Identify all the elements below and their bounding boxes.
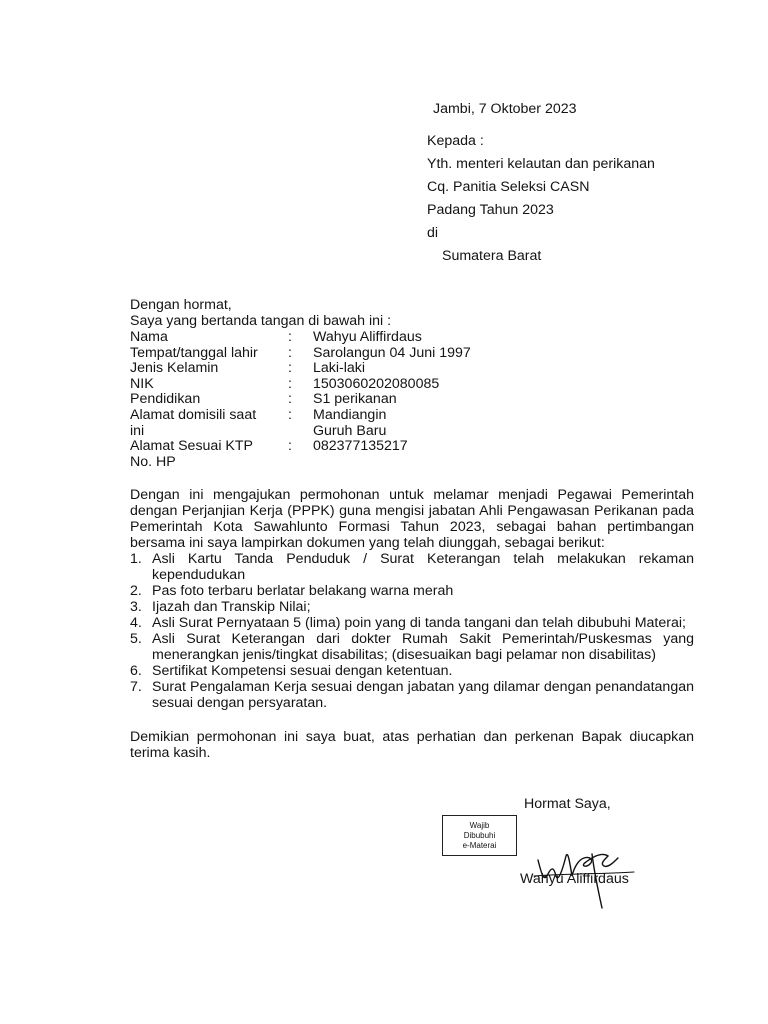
materai-line: e-Materai (462, 841, 497, 850)
identity-row (130, 454, 694, 470)
field-value: Wahyu Aliffirdaus (313, 329, 422, 345)
list-text: Asli Surat Keterangan dari dokter Rumah Sakit Pemerintah/Puskesmas yang menerangkan jenis/tingkat disabilitas; (disesuaikan bagi pelamar non disabilitas) (152, 631, 694, 664)
list-text: Surat Pengalaman Kerja sesuai dengan jabatan yang dilamar dengan penandatangan sesuai dengan persyaratan. (152, 679, 694, 712)
list-item (130, 615, 694, 631)
main-paragraph: Dengan ini mengajukan permohonan untuk melamar menjadi Pegawai Pemerintah dengan Perjanjian Kerja (PPPK) guna mengisi jabatan Ahli Pengawasan Perikanan pada Pemerintah Kota Sawahlunto Formasi Tahun 2023, sebagai bahan pertimbangan bersama ini saya lampirkan dokumen yang telah diunggah, sebagai berikut: (130, 487, 694, 552)
identity-row (130, 376, 694, 392)
field-label: ini (130, 422, 145, 439)
identity-row (130, 438, 694, 454)
greeting: Dengan hormat, (130, 297, 232, 313)
recipient-line: Yth. menteri kelautan dan perikanan (427, 156, 655, 172)
materai-line: Dibubuhi (463, 831, 496, 840)
identity-row (130, 423, 694, 439)
list-item (130, 599, 694, 615)
identity-row (130, 407, 694, 423)
list-item (130, 551, 694, 583)
field-colon (288, 423, 313, 439)
identity-row (130, 329, 694, 345)
list-text: Asli Surat Pernyataan 5 (lima) poin yang di tanda tangani dan telah dibubuhi Materai; (152, 615, 686, 632)
field-value: 1503060202080085 (313, 375, 440, 392)
field-label: Pendidikan (130, 391, 201, 407)
recipient-line: Cq. Panitia Seleksi CASN (427, 179, 590, 195)
identity-table (130, 329, 694, 469)
list-text: Ijazah dan Transkip Nilai; (152, 599, 311, 616)
field-label: Jenis Kelamin (130, 360, 219, 376)
field-label: Alamat Sesuai KTP (130, 438, 254, 454)
identity-row (130, 345, 694, 361)
recipient-to: Kepada : (427, 133, 484, 149)
list-number: 4. (130, 615, 142, 632)
field-label: NIK (130, 375, 154, 392)
field-label: No. HP (130, 453, 176, 470)
closing-paragraph: Demikian permohonan ini saya buat, atas perhatian dan perkenan Bapak diucapkan terima kasih. (130, 729, 694, 762)
field-colon: : (288, 360, 292, 377)
field-value: Guruh Baru (313, 422, 387, 439)
intro: Saya yang bertanda tangan di bawah ini : (130, 313, 392, 329)
field-colon (288, 454, 313, 470)
field-label: Alamat domisili saat (130, 406, 257, 423)
list-item (130, 631, 694, 663)
list-text: Pas foto terbaru berlatar belakang warna merah (152, 583, 454, 600)
recipient-line: di (427, 225, 439, 241)
field-value: S1 perikanan (313, 391, 397, 408)
field-colon: : (288, 406, 292, 423)
regards: Hormat Saya, (524, 796, 611, 812)
materai-box (442, 815, 517, 856)
identity-row (130, 391, 694, 407)
list-text: Asli Kartu Tanda Penduduk / Surat Keterangan telah melakukan rekaman kependudukan (152, 551, 694, 584)
field-colon: : (288, 438, 292, 455)
list-number: 5. (130, 631, 142, 648)
list-number: 1. (130, 551, 142, 568)
signer-name: Wahyu Aliffirdaus (520, 871, 629, 887)
list-number: 3. (130, 599, 142, 616)
field-value: 082377135217 (313, 438, 408, 455)
attachment-list (130, 551, 694, 711)
field-label: Nama (130, 329, 168, 345)
field-value: Sarolangun 04 Juni 1997 (313, 344, 471, 361)
recipient-line: Padang Tahun 2023 (427, 202, 554, 218)
identity-row (130, 360, 694, 376)
list-number: 2. (130, 583, 142, 600)
recipient-line: Sumatera Barat (442, 248, 542, 264)
field-colon: : (288, 329, 292, 345)
list-number: 6. (130, 663, 142, 680)
field-colon: : (288, 344, 292, 361)
field-value: Laki-laki (313, 360, 366, 377)
list-item (130, 663, 694, 679)
list-text: Sertifikat Kompetensi sesuai dengan ketentuan. (152, 663, 453, 680)
place-date: Jambi, 7 Oktober 2023 (433, 101, 577, 117)
recipient-block (427, 133, 655, 271)
field-colon: : (288, 391, 292, 408)
materai-line: Wajib (469, 821, 490, 830)
list-item (130, 583, 694, 599)
list-item (130, 679, 694, 711)
field-label: Tempat/tanggal lahir (130, 344, 258, 361)
letter-body (130, 297, 694, 761)
field-value: Mandiangin (313, 406, 387, 423)
field-colon: : (288, 375, 292, 392)
list-number: 7. (130, 679, 142, 696)
